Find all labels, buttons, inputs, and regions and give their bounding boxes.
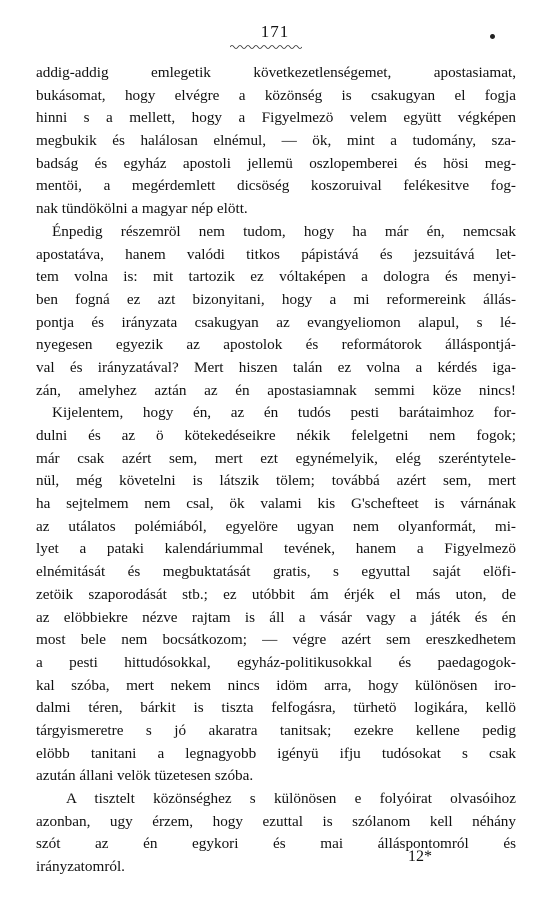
text-line: Kijelentem, hogy én, az én tudós pesti barátaimhoz for- — [52, 404, 516, 422]
text-line: bukásomat, hogy elvégre a közönség is csakugyan el fogja — [36, 86, 516, 104]
text-line: irányzatomról. — [36, 858, 125, 876]
text-line: hinni s a mellett, hogy a Figyelmezö velem együtt végképen — [36, 109, 516, 127]
text-line: kal szóba, mert nekem nincs idöm arra, hogy különösen iro- — [36, 676, 516, 694]
text-line: az elöbbiekre nézve rajtam is áll a vásár vagy a játék és én — [36, 608, 516, 626]
text-line: badság és egyház apostoli jellemü oszlopemberei és hösi meg- — [36, 154, 516, 172]
text-line: tárgyismeretre s jó akaratra tanitsak; ezekre kellene pedig — [36, 721, 516, 739]
text-line: nül, még követelni is látszik tölem; továbbá azért sem, mert — [36, 472, 516, 490]
text-line: lyet a pataki kalendáriummal tevének, hanem a Figyelmezö — [36, 540, 516, 558]
text-line: pontja és irányzata csakugyan az evangyeliomon alapul, s lé- — [36, 313, 516, 331]
text-line: tem volna is: mit tartozik ez vóltaképen a dologra és menyi- — [36, 268, 516, 286]
text-line: az utálatos polémiából, egyelöre ugyan nem olyanformát, mi- — [36, 517, 516, 535]
ink-dot-mark — [490, 34, 495, 39]
text-line: azután állani velök tüzetesen szóba. — [36, 767, 254, 785]
text-line: mentöi, a megérdemlett dicsöség koszoruival felékesitve fog- — [36, 177, 516, 195]
text-line: A tisztelt közönséghez s különösen e folyóirat olvasóihoz — [66, 790, 516, 807]
text-line: val és irányzatával? Mert hiszen talán ez volna a kérdés iga- — [36, 358, 516, 376]
text-line: dalmi téren, bárkit is tiszta felfogásra, türhetö logikára, kellö — [36, 699, 516, 717]
page-number: 171 — [260, 22, 290, 41]
text-line: nak tündökölni a magyar nép elött. — [36, 200, 248, 218]
text-line: most bele nem bocsátkozom; — végre azért sem ereszkedhetem — [36, 631, 516, 649]
text-line: elöbb tanitani a legnagyobb igényü ifju tudósokat s csak — [36, 744, 516, 762]
text-line: azonban, ugy érzem, hogy ezuttal is szólanom kell néhány — [36, 812, 516, 830]
text-line: dulni és az ö kötekedéseikre nékik felelgetni nem fogok; — [36, 427, 516, 444]
text-line: zán, amelyhez aztán az én apostasiamnak semmi köze nincs! — [36, 381, 516, 399]
text-line: zetöik szaporodását stb.; ez utóbbit ám érjék el más uton, de — [36, 585, 516, 603]
signature-mark: 12* — [408, 848, 432, 865]
text-line: addig-addig emlegetik következetlenségemet, apostasiamat, — [36, 64, 516, 81]
text-line: ben fogná ez azt bizonyitani, hogy a mi reformereink állás- — [36, 290, 516, 308]
text-line: megbukik és halálosan elnémul, — ök, mint a tudomány, sza- — [36, 132, 516, 150]
wavy-rule-ornament — [230, 44, 302, 50]
text-line: ha sejtelmem nem csal, ök valami kis G'schefteet is várnának — [36, 495, 516, 513]
body-text — [36, 62, 516, 879]
text-line: a pesti hittudósokkal, egyház-politikusokkal és paedagogok- — [36, 653, 516, 671]
text-line: elnémitását és megbuktatását gratis, s egyuttal saját elöfi- — [36, 563, 516, 581]
text-line: apostatáva, hanem valódi titkos pápistává és jezsuitává let- — [36, 245, 516, 263]
text-line: nyegesen egyezik az apostolok és reformátorok álláspontjá- — [36, 336, 516, 354]
text-line: Énpedig részemröl nem tudom, hogy ha már én, nemcsak — [52, 222, 516, 240]
text-line: szót az én egykori és mai álláspontomról és — [36, 835, 516, 853]
text-line: már csak azért sem, mert ezt egynémelyik, elég szeréntytele- — [36, 449, 516, 467]
